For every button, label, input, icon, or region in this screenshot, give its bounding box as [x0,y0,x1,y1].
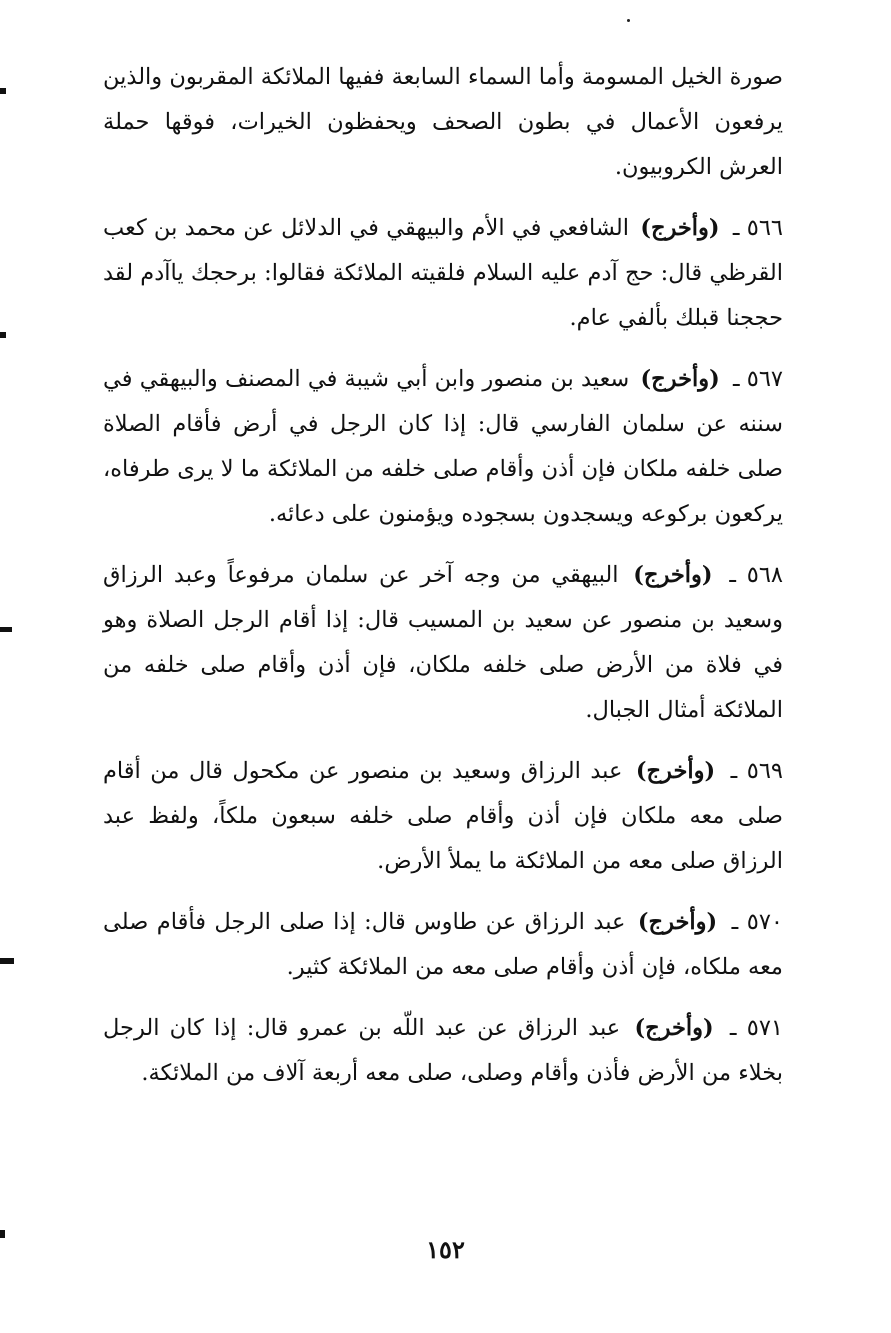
entry-number: ٥٧١ ـ [729,1015,783,1041]
entry-number: ٥٦٨ ـ [729,562,783,588]
hadith-entry [103,749,783,884]
hadith-entry [103,357,783,537]
paragraph-text: صورة الخيل المسومة وأما السماء السابعة ففيها الملائكة المقربون والذين يرفعون الأعمال في بطون الصحف ويحفظون الخيرات، فوقها حملة العرش الكروبيون. [103,64,783,180]
scan-edge-mark [0,332,6,338]
scan-edge-mark [0,958,14,964]
entry-number: ٥٦٧ ـ [732,366,784,392]
hadith-entry [103,553,783,733]
entry-keyword: (وأخرج) [637,909,718,935]
entry-text: الشافعي في الأم والبيهقي في الدلائل عن محمد بن كعب القرظي قال: حج آدم عليه السلام فلقيته الملائكة فقالوا: برحجك ياآدم لقد حججنا قبلك بألفي عام. [103,215,783,331]
entry-text: عبد الرزاق وسعيد بن منصور عن مكحول قال من أقام صلى معه ملكان فإن أذن وأقام صلى خلفه سبعون ملكاً، ولفظ عبد الرزاق صلى معه من الملائكة ما يملأ الأرض. [103,758,783,874]
scan-edge-mark [0,88,6,94]
entry-keyword: (وأخرج) [640,215,720,241]
entry-text: البيهقي من وجه آخر عن سلمان مرفوعاً وعبد الرزاق وسعيد بن منصور عن سعيد بن المسيب قال: إذا أقام الرجل الصلاة وهو في فلاة من الأرض صلى خلفه ملكان، فإن أذن وأقام صلى خلفه من الملائكة أمثال الجبال. [103,562,783,723]
hadith-entry [103,1006,783,1096]
page-body [103,55,783,1112]
entry-number: ٥٧٠ ـ [731,909,783,935]
paragraph [103,55,783,190]
entry-keyword: (وأخرج) [634,1015,714,1041]
entry-keyword: (وأخرج) [635,758,716,784]
entry-text: سعيد بن منصور وابن أبي شيبة في المصنف والبيهقي في سننه عن سلمان الفارسي قال: إذا كان الرجل في أرض فأقام الصلاة صلى خلفه ملكان فإن أذن وأقام صلى خلفه من الملائكة ما لا يرى طرفاه، يركعون بركوعه ويسجدون بسجوده ويؤمنون على دعائه. [103,366,783,527]
scan-edge-mark [0,627,12,632]
entry-number: ٥٦٦ ـ [732,215,783,241]
scan-speck [627,19,630,22]
entry-text: عبد الرزاق عن عبد اللّه بن عمرو قال: إذا كان الرجل بخلاء من الأرض فأذن وأقام وصلى، صلى معه أربعة آلاف من الملائكة. [103,1015,783,1086]
hadith-entry [103,206,783,341]
hadith-entry [103,900,783,990]
entry-text: عبد الرزاق عن طاوس قال: إذا صلى الرجل فأقام صلى معه ملكاه، فإن أذن وأقام صلى معه من الملائكة كثير. [103,909,783,980]
entry-keyword: (وأخرج) [640,366,720,392]
page-number: ١٥٢ [426,1235,465,1264]
entry-keyword: (وأخرج) [633,562,713,588]
entry-number: ٥٦٩ ـ [730,758,784,784]
